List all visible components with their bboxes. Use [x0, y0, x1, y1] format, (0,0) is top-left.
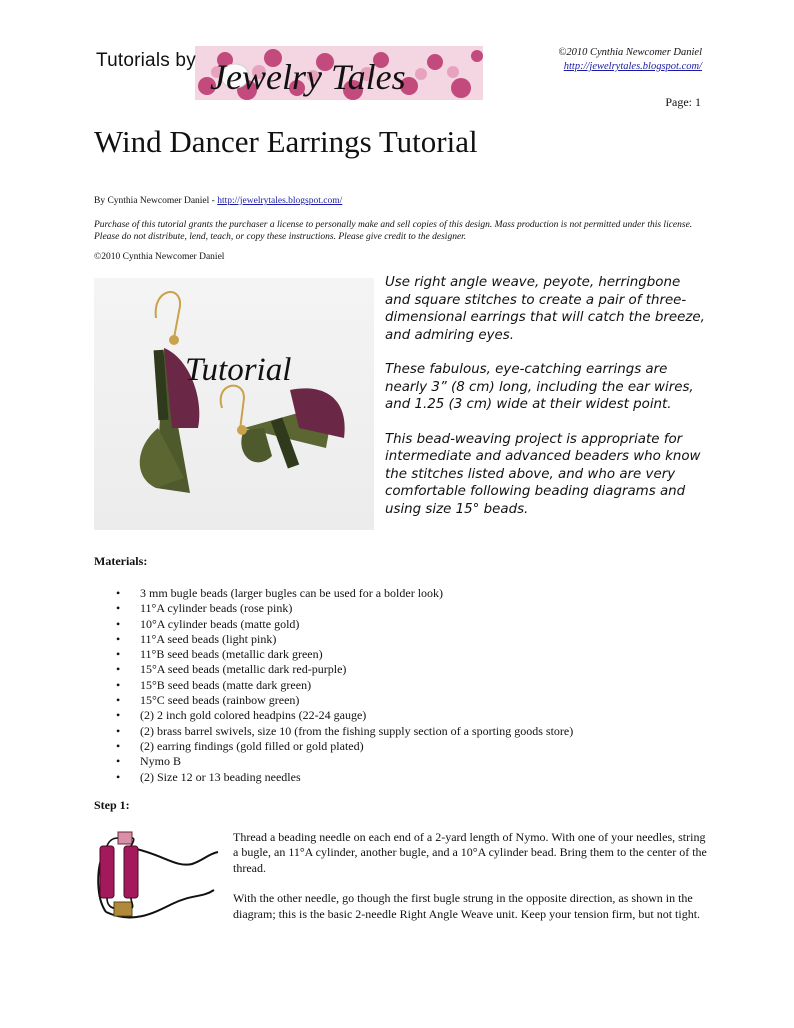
header-copyright: ©2010 Cynthia Newcomer Daniel	[558, 47, 702, 58]
license-notice: Purchase of this tutorial grants the purchaser a license to personally make and sell copies of this design. Mass production is not permitted under this license. Please do not distribute, lend, teach, or copy these instructions. Please give credit to the designer.	[94, 220, 693, 242]
materials-item: • 3 mm bugle beads (larger bugles can be used for a bolder look)	[94, 586, 573, 601]
earrings-photo	[94, 278, 374, 530]
materials-item: • 10°A cylinder beads (matte gold)	[94, 617, 573, 632]
photo-tutorial-label: Tutorial	[185, 352, 292, 388]
materials-item: • (2) 2 inch gold colored headpins (22-24 gauge)	[94, 708, 573, 723]
right-angle-weave-diagram	[92, 828, 222, 928]
materials-item: • (2) Size 12 or 13 beading needles	[94, 770, 573, 785]
intro-paragraph: This bead-weaving project is appropriate for intermediate and advanced beaders who know the stitches listed above, and who are very comfortable following beading diagrams and using size 15° beads.	[385, 431, 701, 517]
step1-paragraph: Thread a beading needle on each end of a 2-yard length of Nymo. With one of your needles, string a bugle, an 11°A cylinder, another bugle, and a 10°A cylinder bead. Bring them to the center of the thread.	[233, 830, 707, 875]
materials-item: • 11°A seed beads (light pink)	[94, 632, 573, 647]
materials-item: • 11°A cylinder beads (rose pink)	[94, 601, 573, 616]
intro-paragraph: Use right angle weave, peyote, herringbone and square stitches to create a pair of three-dimensional earrings that will catch the breeze, and admiring eyes.	[385, 275, 705, 343]
materials-item: • 11°B seed beads (metallic dark green)	[94, 647, 573, 662]
header-copyright-block	[558, 46, 702, 74]
header-blog-link[interactable]: http://jewelrytales.blogspot.com/	[563, 61, 702, 72]
materials-item: • 15°C seed beads (rainbow green)	[94, 693, 573, 708]
step1-instructions	[233, 830, 708, 937]
byline-blog-link[interactable]: http://jewelrytales.blogspot.com/	[217, 196, 343, 206]
intro-description	[385, 274, 705, 535]
materials-item: • (2) brass barrel swivels, size 10 (from the fishing supply section of a sporting goods store)	[94, 724, 573, 739]
materials-heading: Materials:	[94, 554, 148, 568]
step1-heading: Step 1:	[94, 798, 130, 812]
materials-item: • 15°B seed beads (matte dark green)	[94, 678, 573, 693]
page-title: Wind Dancer Earrings Tutorial	[94, 124, 478, 159]
page-number: Page: 1	[665, 95, 701, 109]
brand-tutorials-by: Tutorials by	[96, 50, 196, 71]
byline-author: By Cynthia Newcomer Daniel -	[94, 196, 218, 206]
step1-paragraph: With the other needle, go though the first bugle strung in the opposite direction, as shown in the diagram; this is the basic 2-needle Right Angle Weave unit. Keep your tension firm, but not tight.	[233, 891, 701, 921]
brand-jewelry-tales: Jewelry Tales	[210, 57, 406, 97]
materials-item: • 15°A seed beads (metallic dark red-purple)	[94, 662, 573, 677]
byline	[94, 196, 342, 206]
intro-paragraph: These fabulous, eye-catching earrings are nearly 3” (8 cm) long, including the ear wires, and 1.25 (3 cm) wide at their widest point.	[385, 362, 694, 412]
copyright-line: ©2010 Cynthia Newcomer Daniel	[94, 252, 225, 262]
materials-item: • Nymo B	[94, 754, 573, 769]
materials-list	[94, 586, 573, 785]
materials-item: • (2) earring findings (gold filled or gold plated)	[94, 739, 573, 754]
